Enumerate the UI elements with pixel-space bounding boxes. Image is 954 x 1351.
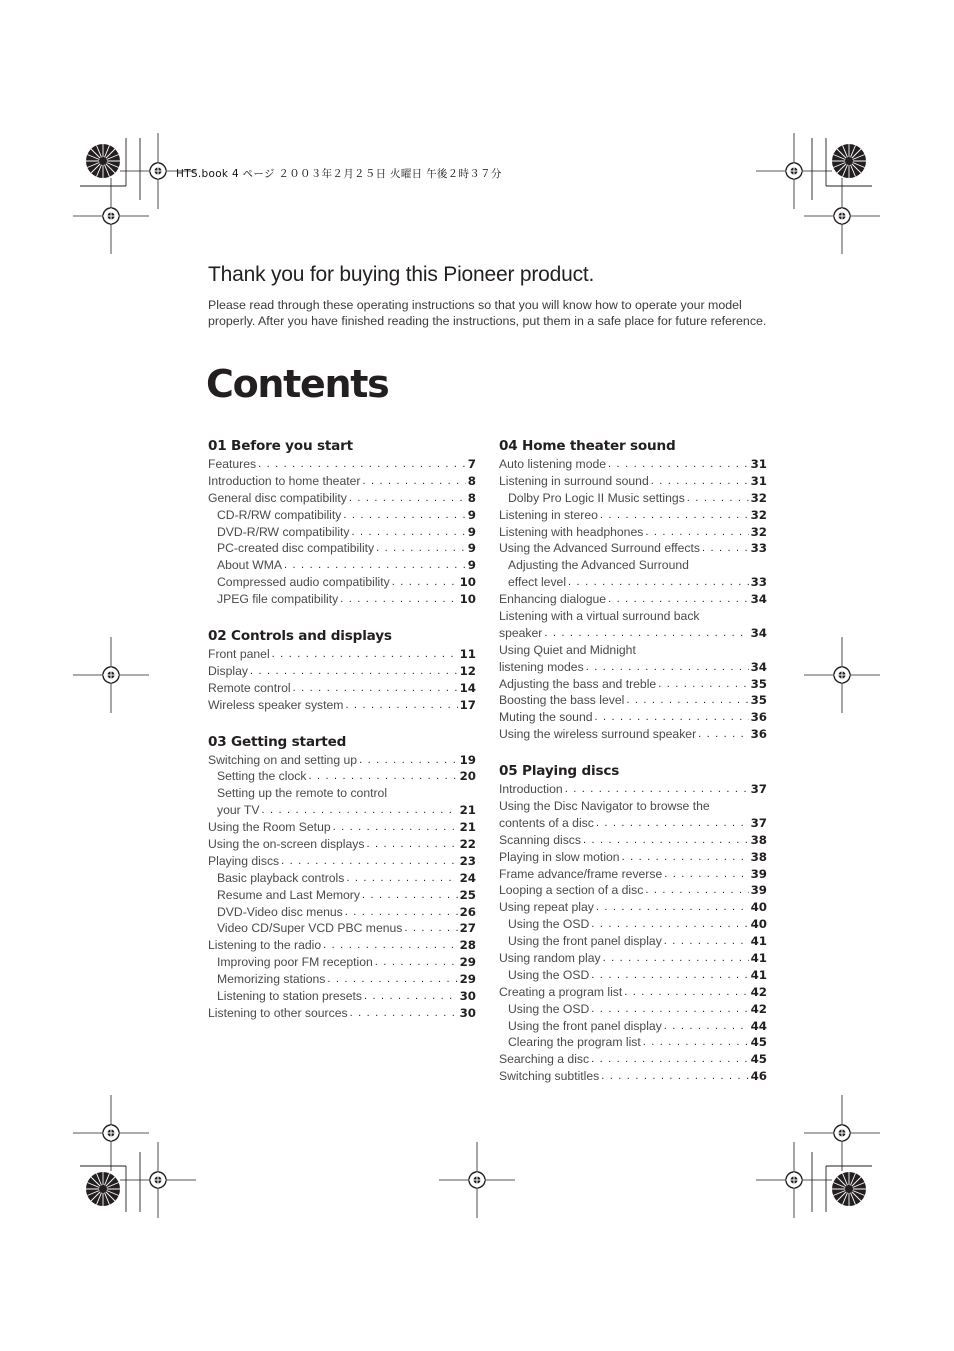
toc-entry[interactable] — [208, 591, 476, 608]
toc-entry-title: General disc compatibility — [208, 490, 347, 505]
toc-entry-title: Using Quiet and Midnight — [499, 642, 636, 657]
toc-entry-title: Resume and Last Memory — [217, 887, 360, 902]
toc-entry-title: Using the wireless surround speaker — [499, 727, 697, 742]
toc-entry[interactable] — [208, 819, 476, 836]
toc-entry-title: Muting the sound — [499, 710, 593, 725]
toc-entry[interactable] — [499, 608, 767, 625]
toc-entry[interactable] — [499, 984, 767, 1001]
toc-dot-leader — [323, 937, 457, 954]
toc-entry[interactable] — [499, 1035, 767, 1052]
toc-entry-title: Enhancing dialogue — [499, 592, 607, 607]
toc-page-number: 31 — [750, 456, 767, 471]
toc-entry-title: Wireless speaker system — [208, 697, 344, 712]
toc-page-number: 37 — [750, 782, 767, 797]
toc-entry-title: Clearing the program list — [508, 1035, 641, 1050]
toc-dot-leader — [333, 819, 458, 836]
toc-entry[interactable] — [499, 1018, 767, 1035]
toc-entry-title: Listening to the radio — [208, 938, 322, 953]
toc-dot-leader — [352, 524, 466, 541]
toc-entry[interactable] — [499, 456, 767, 473]
toc-entry[interactable] — [499, 726, 767, 743]
toc-entry-title: Searching a disc — [499, 1052, 590, 1067]
toc-entry[interactable] — [208, 557, 476, 574]
toc-dot-leader — [345, 904, 458, 921]
toc-page-number: 41 — [750, 934, 767, 949]
toc-page-number: 8 — [467, 473, 476, 488]
toc-entry-title: DVD-R/RW compatibility — [217, 524, 350, 539]
toc-section-title: 03 Getting started — [208, 733, 347, 750]
toc-page-number: 21 — [459, 803, 476, 818]
toc-page-number: 34 — [750, 659, 767, 674]
toc-entry-title: Using the OSD — [508, 967, 590, 982]
toc-entry[interactable] — [208, 473, 476, 490]
toc-entry[interactable] — [499, 899, 767, 916]
toc-page-number: 11 — [459, 647, 476, 661]
toc-page-number: 23 — [459, 853, 476, 868]
toc-page-number: 8 — [467, 490, 476, 505]
toc-dot-leader — [359, 752, 458, 769]
toc-page-number: 20 — [459, 769, 476, 784]
toc-entry[interactable] — [208, 836, 476, 853]
toc-page-number: 19 — [459, 752, 476, 767]
toc-entry[interactable] — [499, 540, 767, 557]
toc-entry-title: Using repeat play — [499, 900, 594, 915]
toc-page-number: 42 — [750, 1001, 767, 1016]
toc-entry[interactable] — [208, 904, 476, 921]
toc-page-number: 40 — [750, 917, 767, 932]
toc-dot-leader — [364, 988, 458, 1005]
toc-entry-title: Memorizing stations — [217, 972, 326, 987]
toc-page-number: 39 — [750, 883, 767, 898]
toc-entry[interactable] — [499, 798, 767, 815]
toc-right-column — [499, 436, 767, 1103]
toc-entry-title: Using the Disc Navigator to browse the — [499, 799, 710, 814]
toc-page-number: 35 — [750, 676, 767, 691]
toc-entry[interactable] — [499, 709, 767, 726]
toc-entry[interactable] — [208, 1005, 476, 1022]
toc-page-number: 34 — [750, 625, 767, 640]
toc-entry[interactable] — [499, 866, 767, 883]
toc-dot-leader — [658, 676, 748, 693]
toc-entry[interactable] — [499, 574, 767, 591]
toc-dot-leader — [362, 887, 458, 904]
toc-entry-title: Using the OSD — [508, 1001, 590, 1016]
toc-entry-title: Creating a program list — [499, 984, 623, 999]
toc-page-number: 45 — [750, 1035, 767, 1050]
toc-dot-leader — [601, 1068, 748, 1085]
toc-page-number: 24 — [459, 870, 476, 885]
toc-dot-leader — [308, 768, 457, 785]
toc-page-number: 35 — [750, 693, 767, 708]
toc-dot-leader — [595, 709, 749, 726]
toc-page-number: 28 — [459, 938, 476, 953]
toc-entry[interactable] — [208, 697, 476, 714]
toc-dot-leader — [664, 866, 748, 883]
toc-entry[interactable] — [208, 768, 476, 785]
toc-entry-title: Display — [208, 663, 248, 678]
toc-entry[interactable] — [208, 524, 476, 541]
toc-entry[interactable] — [499, 591, 767, 608]
toc-dot-leader — [376, 540, 466, 557]
toc-page-number: 38 — [750, 849, 767, 864]
toc-dot-leader — [327, 971, 457, 988]
toc-dot-leader — [375, 954, 458, 971]
toc-entry-title: Basic playback controls — [217, 870, 345, 885]
toc-page-number: 31 — [750, 473, 767, 488]
toc-dot-leader — [350, 1005, 458, 1022]
toc-dot-leader — [608, 591, 749, 608]
toc-entry-title: Switching subtitles — [499, 1069, 600, 1084]
toc-section-title: 01 Before you start — [208, 438, 353, 454]
toc-entry-title: Listening with headphones — [499, 524, 644, 539]
toc-entry[interactable] — [499, 642, 767, 659]
toc-dot-leader — [261, 802, 457, 819]
toc-entry[interactable] — [208, 574, 476, 591]
toc-page-number: 9 — [467, 541, 476, 556]
toc-dot-leader — [698, 726, 748, 743]
toc-entry-title: contents of a disc — [499, 815, 594, 830]
toc-entry-title: Introduction to home theater — [208, 473, 361, 488]
toc-dot-leader — [346, 870, 457, 887]
toc-entry[interactable] — [208, 920, 476, 937]
toc-page-number: 44 — [750, 1018, 767, 1033]
toc-page-number: 41 — [750, 951, 767, 966]
toc-dot-leader — [596, 899, 749, 916]
toc-dot-leader — [643, 1034, 749, 1051]
toc-entry-title: Frame advance/frame reverse — [499, 866, 663, 881]
toc-page-number: 38 — [750, 832, 767, 847]
toc-dot-leader — [591, 1051, 748, 1068]
toc-page-number: 9 — [467, 507, 476, 522]
toc-dot-leader — [250, 663, 458, 680]
toc-page-number: 12 — [459, 663, 476, 678]
toc-entry-title: Front panel — [208, 647, 270, 661]
toc-entry[interactable] — [499, 781, 767, 798]
toc-entry-title: Using the front panel display — [508, 934, 662, 949]
toc-dot-leader — [343, 507, 465, 524]
toc-page-number: 7 — [467, 456, 476, 471]
toc-entry-title: Adjusting the bass and treble — [499, 676, 657, 691]
toc-dot-leader — [404, 920, 457, 937]
toc-dot-leader — [591, 1001, 748, 1018]
toc-entry[interactable] — [499, 950, 767, 967]
toc-page-number: 26 — [459, 904, 476, 919]
toc-section — [499, 761, 767, 1085]
toc-entry-title: listening modes — [499, 659, 584, 674]
toc-dot-leader — [687, 490, 749, 507]
toc-entry-title: Setting the clock — [217, 769, 307, 784]
toc-entry[interactable] — [499, 659, 767, 676]
toc-entry[interactable] — [499, 815, 767, 832]
toc-dot-leader — [340, 591, 457, 608]
toc-dot-leader — [608, 456, 749, 473]
toc-page-number: 29 — [459, 972, 476, 987]
toc-entry-title: Using random play — [499, 951, 601, 966]
toc-entry-title: Listening to other sources — [208, 1005, 348, 1020]
toc-entry[interactable] — [208, 646, 476, 663]
toc-entry[interactable] — [499, 849, 767, 866]
toc-entry[interactable] — [208, 870, 476, 887]
toc-dot-leader — [622, 849, 749, 866]
toc-entry-title: Using the Advanced Surround effects — [499, 541, 700, 556]
toc-page-number: 33 — [750, 575, 767, 590]
toc-dot-leader — [544, 625, 748, 642]
toc-dot-leader — [600, 507, 749, 524]
toc-dot-leader — [362, 473, 465, 490]
toc-entry-title: Scanning discs — [499, 832, 581, 847]
toc-page-number: 32 — [750, 507, 767, 522]
toc-section — [208, 626, 476, 714]
toc-entry[interactable] — [208, 887, 476, 904]
toc-page-number: 10 — [459, 592, 476, 607]
contents-title: Contents — [206, 362, 389, 406]
toc-entry[interactable] — [208, 490, 476, 507]
toc-entry-title: Using the on-screen displays — [208, 837, 365, 852]
toc-dot-leader — [645, 882, 748, 899]
toc-page-number: 41 — [750, 967, 767, 982]
toc-page-number: 36 — [750, 710, 767, 725]
toc-page-number: 42 — [750, 984, 767, 999]
toc-section-title: 04 Home theater sound — [499, 438, 676, 454]
toc-dot-leader — [586, 659, 749, 676]
toc-entry-title: Setting up the remote to control — [217, 786, 388, 801]
toc-page-number: 21 — [459, 820, 476, 835]
toc-page-number: 39 — [750, 866, 767, 881]
toc-entry-title: Listening with a virtual surround back — [499, 609, 700, 623]
toc-entry[interactable] — [499, 967, 767, 984]
toc-entry-title: Introduction — [499, 782, 563, 797]
toc-entry[interactable] — [499, 625, 767, 642]
toc-entry[interactable] — [208, 663, 476, 680]
toc-entry[interactable] — [499, 1051, 767, 1068]
toc-page-number: 36 — [750, 727, 767, 742]
toc-entry-title: PC-created disc compatibility — [217, 541, 375, 556]
toc-dot-leader — [345, 697, 457, 714]
toc-dot-leader — [591, 967, 748, 984]
toc-dot-leader — [565, 781, 749, 798]
toc-entry[interactable] — [208, 954, 476, 971]
toc-entry[interactable] — [499, 507, 767, 524]
toc-entry-title: Dolby Pro Logic II Music settings — [508, 490, 685, 505]
toc-entry[interactable] — [499, 832, 767, 849]
toc-entry[interactable] — [499, 692, 767, 709]
toc-dot-leader — [349, 490, 466, 507]
toc-entry[interactable] — [208, 540, 476, 557]
toc-dot-leader — [293, 680, 458, 697]
toc-dot-leader — [651, 473, 749, 490]
toc-entry-title: Features — [208, 456, 257, 471]
toc-dot-leader — [645, 524, 748, 541]
toc-entry-title: About WMA — [217, 558, 283, 573]
toc-entry-title: Listening in stereo — [499, 507, 598, 522]
toc-entry-title: Using the front panel display — [508, 1018, 662, 1033]
toc-page-number: 25 — [459, 887, 476, 902]
toc-page-number: 10 — [459, 575, 476, 590]
toc-entry-title: Compressed audio compatibility — [217, 575, 390, 590]
toc-page-number: 46 — [750, 1069, 767, 1084]
toc-entry-title: Improving poor FM reception — [217, 955, 373, 970]
toc-dot-leader — [664, 933, 749, 950]
toc-page-number: 30 — [459, 989, 476, 1004]
toc-entry[interactable] — [208, 853, 476, 870]
toc-page-number: 14 — [459, 680, 476, 695]
toc-entry-title: Using the OSD — [508, 917, 590, 932]
toc-entry[interactable] — [499, 933, 767, 950]
toc-page-number: 45 — [750, 1052, 767, 1067]
toc-entry[interactable] — [499, 473, 767, 490]
toc-entry-title: Playing discs — [208, 853, 280, 868]
toc-entry-title: Adjusting the Advanced Surround — [508, 558, 689, 573]
toc-dot-leader — [284, 557, 466, 574]
toc-page-number: 17 — [459, 697, 476, 712]
toc-entry-title: CD-R/RW compatibility — [217, 507, 342, 522]
toc-entry-title: Playing in slow motion — [499, 849, 620, 864]
toc-entry-title: Boosting the bass level — [499, 693, 625, 708]
toc-entry-title: speaker — [499, 625, 543, 640]
toc-entry-title: Using the Room Setup — [208, 820, 331, 835]
toc-entry[interactable] — [208, 971, 476, 988]
toc-entry[interactable] — [208, 456, 476, 473]
toc-entry[interactable] — [208, 680, 476, 697]
toc-page-number: 33 — [750, 541, 767, 556]
toc-dot-leader — [702, 540, 749, 557]
toc-dot-leader — [603, 950, 749, 967]
toc-page-number: 32 — [750, 490, 767, 505]
toc-dot-leader — [591, 916, 748, 933]
toc-dot-leader — [568, 574, 749, 591]
toc-page-number: 29 — [459, 955, 476, 970]
toc-section — [499, 436, 767, 743]
toc-entry[interactable] — [208, 937, 476, 954]
toc-dot-leader — [392, 574, 458, 591]
toc-dot-leader — [272, 646, 458, 663]
toc-entry[interactable] — [208, 752, 476, 769]
toc-entry-title: Auto listening mode — [499, 456, 607, 471]
toc-dot-leader — [258, 456, 466, 473]
toc-entry-title: Listening in surround sound — [499, 473, 649, 488]
toc-entry[interactable] — [208, 507, 476, 524]
toc-entry[interactable] — [499, 1001, 767, 1018]
toc-page-number: 40 — [750, 900, 767, 915]
toc-dot-leader — [624, 984, 748, 1001]
toc-section — [208, 436, 476, 608]
toc-entry-title: Remote control — [208, 680, 291, 695]
toc-entry[interactable] — [499, 882, 767, 899]
toc-dot-leader — [281, 853, 457, 870]
toc-entry[interactable] — [499, 1068, 767, 1085]
toc-entry-title: DVD-Video disc menus — [217, 904, 343, 919]
toc-page-number: 22 — [459, 837, 476, 852]
toc-entry[interactable] — [499, 490, 767, 507]
toc-section-title: 05 Playing discs — [499, 763, 620, 780]
toc-section-title: 02 Controls and displays — [208, 628, 392, 645]
toc-dot-leader — [626, 692, 748, 709]
toc-page-number: 9 — [467, 558, 476, 573]
toc-entry-title: Video CD/Super VCD PBC menus — [217, 921, 403, 936]
toc-entry[interactable] — [499, 557, 767, 574]
toc-left-column — [208, 436, 476, 1040]
intro-title: Thank you for buying this Pioneer product. — [208, 263, 595, 286]
toc-entry-title: Switching on and setting up — [208, 752, 358, 767]
toc-dot-leader — [583, 832, 749, 849]
toc-entry-title: Listening to station presets — [217, 989, 362, 1004]
toc-page-number: 34 — [750, 592, 767, 607]
toc-entry[interactable] — [208, 802, 476, 819]
print-header-line: HTS.book 4 ページ ２００３年２月２５日 火曜日 午後２時３７分 — [176, 168, 502, 180]
toc-page-number: 9 — [467, 524, 476, 539]
toc-page-number: 32 — [750, 524, 767, 539]
toc-page-number: 27 — [459, 921, 476, 936]
toc-entry[interactable] — [499, 676, 767, 693]
toc-dot-leader — [596, 815, 749, 832]
toc-page-number: 37 — [750, 815, 767, 830]
toc-entry[interactable] — [208, 988, 476, 1005]
intro-text: Please read through these operating instructions so that you will know how to operate your model properly. After you have finished reading the instructions, put them in a safe place for future reference. — [208, 298, 767, 329]
toc-section — [208, 732, 476, 1022]
toc-entry-title: Looping a section of a disc — [499, 883, 644, 898]
toc-entry-title: effect level — [508, 575, 567, 590]
toc-page-number: 30 — [459, 1005, 476, 1020]
toc-entry[interactable] — [208, 785, 476, 802]
toc-dot-leader — [664, 1018, 749, 1035]
toc-entry[interactable] — [499, 916, 767, 933]
toc-dot-leader — [367, 836, 458, 853]
toc-entry[interactable] — [499, 524, 767, 541]
toc-entry-title: JPEG file compatibility — [217, 592, 339, 607]
toc-entry-title: your TV — [217, 803, 260, 818]
